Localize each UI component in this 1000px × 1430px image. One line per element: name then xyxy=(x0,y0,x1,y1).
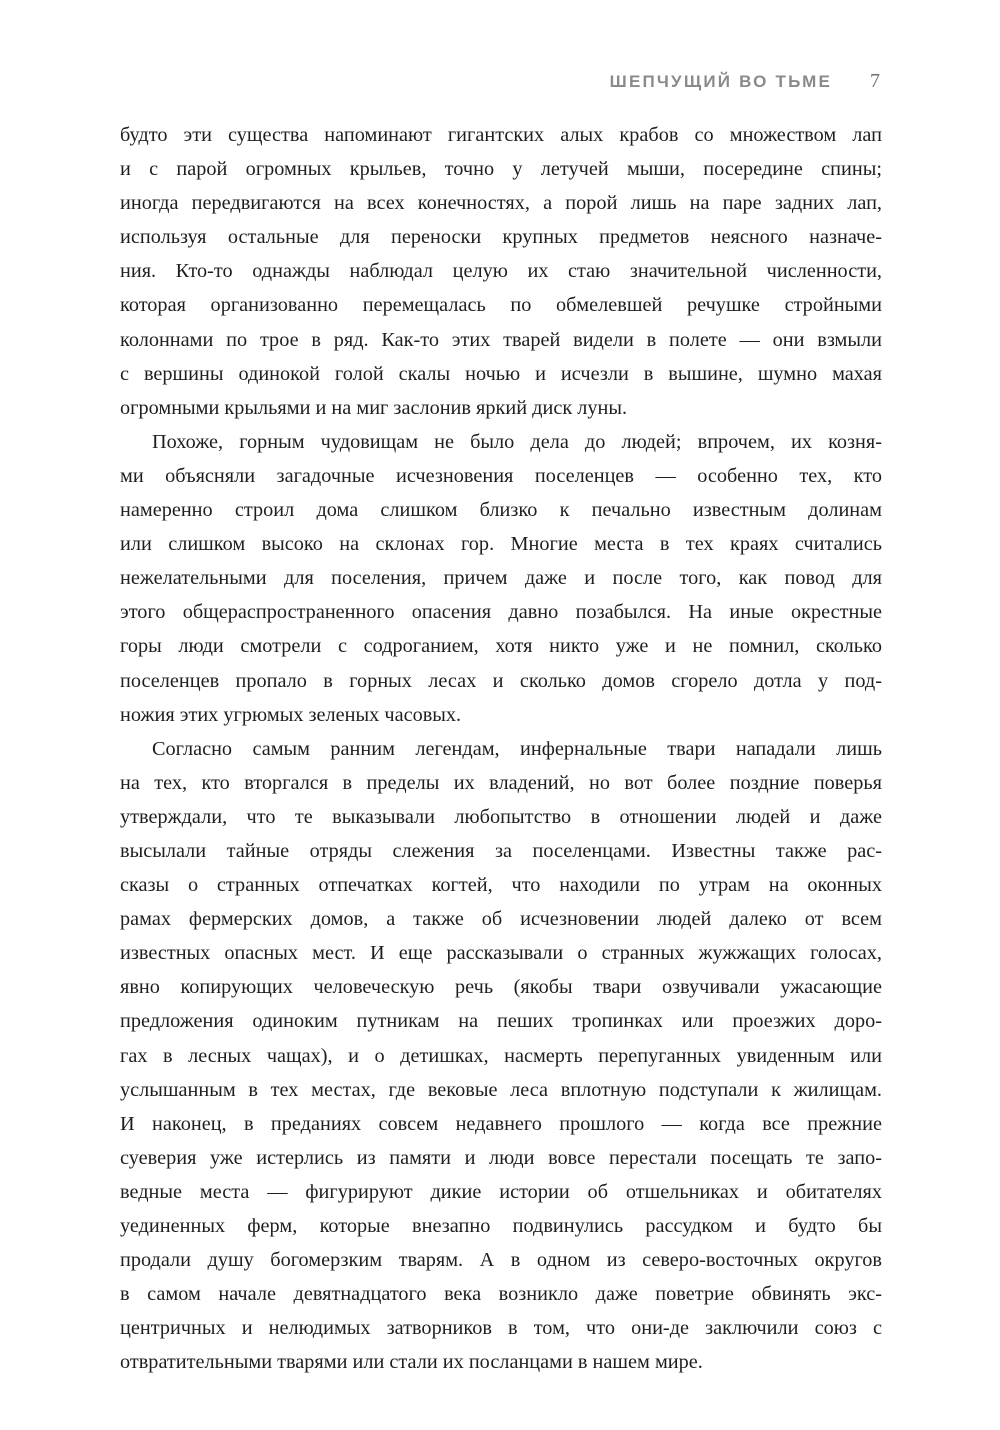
text-line: ния. Кто-то однажды наблюдал целую их стаю значительной численности, xyxy=(120,260,882,283)
text-line: уединенных ферм, которые внезапно подвинулись рассудком и будто бы xyxy=(120,1215,882,1237)
text-line: Похоже, горным чудовищам не было дела до людей; впрочем, их козня- xyxy=(152,430,882,453)
page-number: 7 xyxy=(870,70,880,92)
text-line: нежелательными для поселения, причем даже и после того, как повод для xyxy=(120,567,882,590)
paragraph xyxy=(120,425,882,732)
running-title: ШЕПЧУЩИЙ ВО ТЬМЕ xyxy=(609,72,832,91)
text-line: иногда передвигаются на всех конечностях, а порой лишь на паре задних лап, xyxy=(120,192,882,215)
text-line: предложения одиноким путникам на пеших тропинках или проезжих доро- xyxy=(120,1010,882,1033)
text-line: гах в лесных чащах), и о детишках, насмерть перепуганных увиденным или xyxy=(120,1044,882,1067)
paragraph xyxy=(120,118,882,425)
running-head xyxy=(560,70,880,100)
text-line: которая организованно перемещалась по обмелевшей речушке стройными xyxy=(120,294,882,317)
text-line: суеверия уже истерлись из памяти и люди вовсе перестали посещать те запо- xyxy=(120,1146,882,1169)
text-line: рамах фермерских домов, а также об исчезновении людей далеко от всем xyxy=(120,908,882,931)
text-line: услышанным в тех местах, где вековые леса вплотную подступали к жилищам. xyxy=(120,1078,882,1101)
text-line: утверждали, что те выказывали любопытство в отношении людей и даже xyxy=(120,805,882,828)
text-line: ми объясняли загадочные исчезновения поселенцев — особенно тех, кто xyxy=(120,464,882,487)
text-line: продали душу богомерзким тварям. А в одном из северо-восточных округов xyxy=(120,1249,882,1272)
text-line: колоннами по трое в ряд. Как-то этих тварей видели в полете — они взмыли xyxy=(120,328,882,351)
text-line: Согласно самым ранним легендам, инфернальные твари нападали лишь xyxy=(152,737,882,760)
text-line: горы люди смотрели с содроганием, хотя никто уже и не помнил, сколько xyxy=(120,635,882,658)
text-line: поселенцев пропало в горных лесах и сколько домов сгорело дотла у под- xyxy=(120,669,882,692)
text-line: или слишком высоко на склонах гор. Многие места в тех краях считались xyxy=(120,533,882,556)
text-line: на тех, кто вторгался в пределы их владений, но вот более поздние поверья xyxy=(120,771,882,794)
text-line: намеренно строил дома слишком близко к печально известным долинам xyxy=(120,499,882,522)
text-line: явно копирующих человеческую речь (якобы твари озвучивали ужасающие xyxy=(120,976,882,999)
body-text xyxy=(120,118,882,1379)
text-line: будто эти существа напоминают гигантских алых крабов со множеством лап xyxy=(120,124,882,146)
text-line: в самом начале девятнадцатого века возникло даже поветрие обвинять экс- xyxy=(120,1283,882,1306)
text-line: сказы о странных отпечатках когтей, что находили по утрам на оконных xyxy=(120,874,882,897)
text-line: используя остальные для переноски крупных предметов неясного назначе- xyxy=(120,226,882,249)
text-line: с вершины одинокой голой скалы ночью и исчезли в вышине, шумно махая xyxy=(120,362,882,385)
text-line: И наконец, в преданиях совсем недавнего прошлого — когда все прежние xyxy=(120,1112,882,1135)
text-line: отвратительными тварями или стали их посланцами в нашем мире. xyxy=(120,1351,703,1374)
text-line: огромными крыльями и на миг заслонив яркий диск луны. xyxy=(120,396,628,419)
text-line: ножия этих угрюмых зеленых часовых. xyxy=(120,703,462,726)
text-line: и с парой огромных крыльев, точно у летучей мыши, посередине спины; xyxy=(120,158,882,181)
text-line: ведные места — фигурируют дикие истории об отшельниках и обитателях xyxy=(120,1180,882,1203)
text-line: высылали тайные отряды слежения за поселенцами. Известны также рас- xyxy=(120,839,882,862)
text-line: известных опасных мест. И еще рассказывали о странных жужжащих голосах, xyxy=(120,942,882,965)
text-line: центричных и нелюдимых затворников в том, что они-де заключили союз с xyxy=(120,1317,882,1340)
paragraph xyxy=(120,732,882,1380)
text-line: этого общераспространенного опасения давно позабылся. На иные окрестные xyxy=(120,601,882,624)
